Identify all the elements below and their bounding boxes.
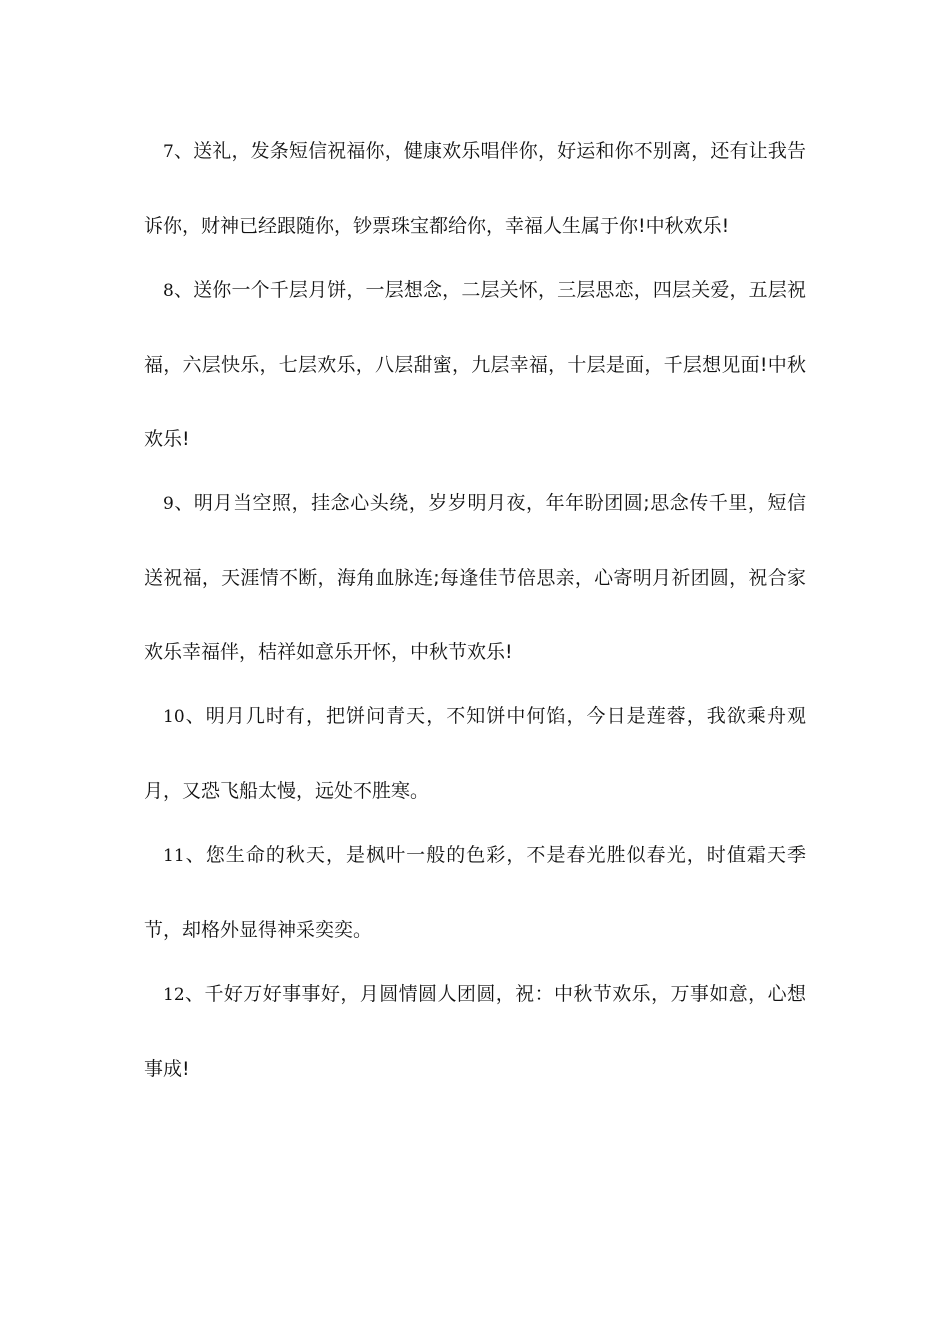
paragraph-number: 7 [163, 142, 174, 162]
paragraph-text: 、您生命的秋天，是枫叶一般的色彩，不是春光胜似春光，时值霜天季节，却格外显得神采奕奕。 [144, 844, 806, 941]
paragraph-9 [144, 466, 806, 689]
paragraph-7 [144, 114, 806, 263]
paragraph-text: 、千好万好事事好，月圆情圆人团圆，祝：中秋节欢乐，万事如意，心想事成! [144, 983, 806, 1080]
paragraph-text: 、送礼，发条短信祝福你，健康欢乐唱伴你，好运和你不别离，还有让我告诉你，财神已经跟随你，钞票珠宝都给你，幸福人生属于你!中秋欢乐! [144, 140, 806, 237]
document-body [144, 114, 806, 1096]
paragraph-8 [144, 253, 806, 476]
paragraph-number: 8 [163, 281, 174, 301]
paragraph-11 [144, 818, 806, 967]
paragraph-number: 10 [163, 707, 185, 727]
paragraph-number: 12 [163, 985, 185, 1005]
paragraph-text: 、明月几时有，把饼问青天，不知饼中何馅，今日是莲蓉，我欲乘舟观月，又恐飞船太慢，远处不胜寒。 [144, 705, 806, 802]
paragraph-12 [144, 957, 806, 1106]
paragraph-number: 9 [163, 494, 174, 514]
paragraph-number: 11 [163, 846, 185, 866]
paragraph-text: 、明月当空照，挂念心头绕，岁岁明月夜，年年盼团圆;思念传千里，短信送祝福，天涯情不断，海角血脉连;每逢佳节倍思亲，心寄明月祈团圆，祝合家欢乐幸福伴，桔祥如意乐开怀，中秋节欢乐! [144, 492, 806, 663]
paragraph-10 [144, 679, 806, 828]
paragraph-text: 、送你一个千层月饼，一层想念，二层关怀，三层思恋，四层关爱，五层祝福，六层快乐，七层欢乐，八层甜蜜，九层幸福，十层是面，千层想见面!中秋欢乐! [144, 279, 806, 450]
